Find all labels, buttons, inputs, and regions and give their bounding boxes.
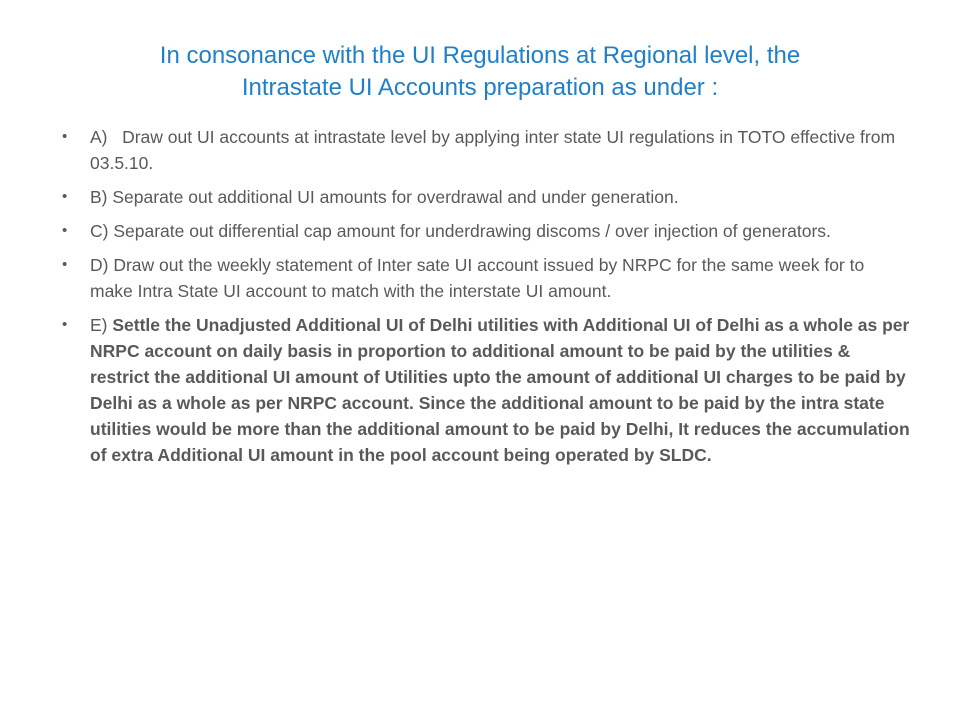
slide-title-line-1: In consonance with the UI Regulations at Regional level, the (159, 42, 801, 69)
bullet-dot-icon: • (62, 316, 68, 333)
bullet-item-b (60, 184, 910, 210)
bullet-dot-icon: • (62, 188, 68, 205)
bullet-item-a (60, 124, 910, 176)
bullet-item-e-prefix: E) (90, 315, 113, 335)
bullet-item-a-prefix: A) (90, 127, 123, 147)
bullet-item-a-text: Draw out UI accounts at intrastate level by applying inter state UI regulations in TOTO effective from 03.5.10. (90, 127, 896, 173)
bullet-item-e (60, 312, 910, 468)
bullet-item-b-text: Separate out additional UI amounts for overdrawal and under generation. (112, 187, 679, 207)
slide-title-line-2: Intrastate UI Accounts preparation as under : (241, 74, 719, 101)
bullet-item-c-prefix: C) (90, 221, 114, 241)
bullet-item-d-prefix: D) (90, 255, 114, 275)
bullet-dot-icon: • (62, 222, 68, 239)
bullet-item-c (60, 218, 910, 244)
bullet-item-b-prefix: B) (90, 187, 113, 207)
bullet-item-e-text: Settle the Unadjusted Additional UI of Delhi utilities with Additional UI of Delhi as a whole as per NRPC account on daily basis in proportion to additional amount to be paid by the utilities & restrict the additional UI amount of Utilities upto the amount of additional UI charges to be paid by Delhi as a whole as per NRPC account. Since the additional amount to be paid by the intra state utilities would be more than the additional amount to be paid by Delhi, It reduces the accumulation of extra Additional UI amount in the pool account being operated by SLDC. (90, 315, 910, 465)
bullet-dot-icon: • (62, 128, 68, 145)
bullet-dot-icon: • (62, 256, 68, 273)
bullet-item-d-text: Draw out the weekly statement of Inter sate UI account issued by NRPC for the same week for to make Intra State UI account to match with the interstate UI amount. (90, 255, 865, 301)
bullet-list (60, 124, 910, 476)
bullet-item-c-text: Separate out differential cap amount for underdrawing discoms / over injection of generators. (113, 221, 831, 241)
slide-title (60, 40, 900, 104)
bullet-item-d (60, 252, 910, 304)
